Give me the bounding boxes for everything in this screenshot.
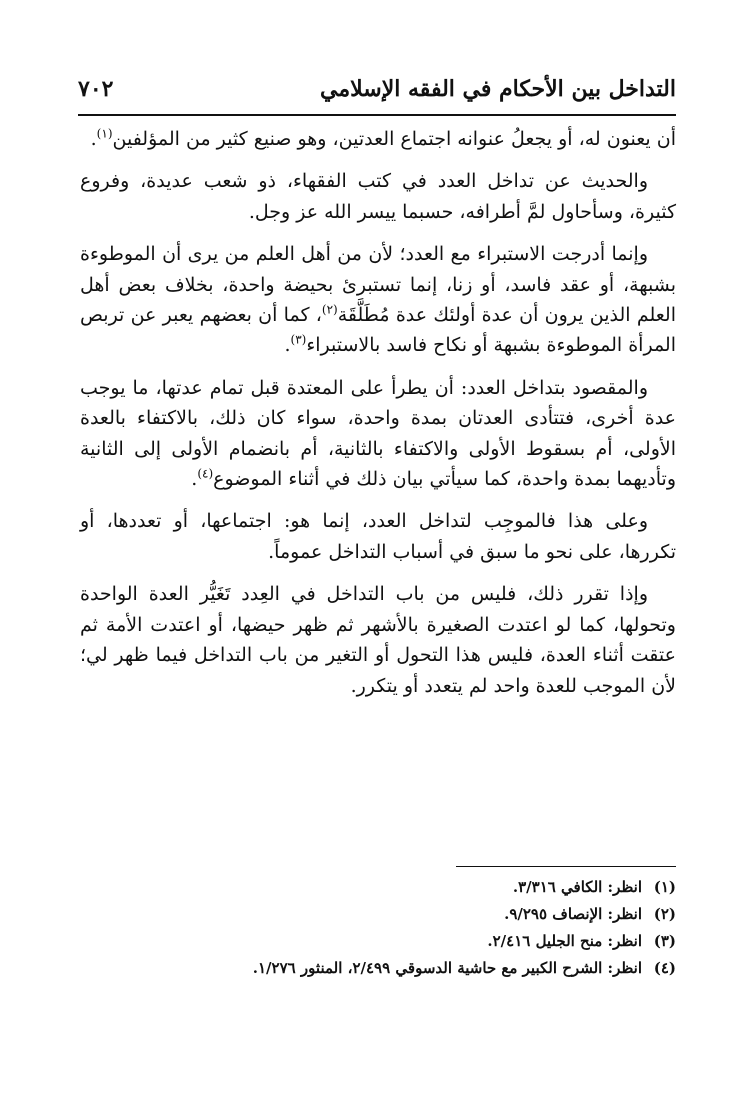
footnote (80, 874, 676, 901)
footnote-number: (٢) (653, 905, 676, 923)
paragraph: والحديث عن تداخل العدد في كتب الفقهاء، ذو شعب عديدة، وفروع كثيرة، وسأحاول لمَّ أطرافه، حسبما ييسر الله عز وجل. (80, 170, 676, 223)
footnote-number: (٣) (653, 932, 676, 950)
footnote-ref: (٢) (321, 302, 338, 317)
footnote-text: انظر: الإنصاف ٩/٢٩٥. (504, 905, 642, 923)
paragraph: أن يعنون له، أو يجعلُ عنوانه اجتماع العدتين، وهو صنيع كثير من المؤلفين$^{(١)}$. (90, 126, 676, 150)
header-rule (78, 114, 676, 116)
footnote (80, 928, 676, 955)
footnotes (80, 874, 676, 982)
footnote-ref: (٤) (197, 466, 214, 481)
footnote-ref: (٣) (290, 333, 307, 348)
footnote-text: انظر: الشرح الكبير مع حاشية الدسوقي ٢/٤٩٩، المنثور ١/٢٧٦. (252, 959, 642, 977)
footnote-ref: (١) (96, 126, 113, 141)
running-header (78, 72, 676, 108)
footnote-number: (١) (653, 878, 676, 896)
paragraph: وعلى هذا فالموجِب لتداخل العدد، إنما هو: اجتماعها، أو تعددها، أو تكررها، على نحو ما سبق في أسباب التداخل عموماً. (80, 510, 676, 563)
paragraph: وإنما أدرجت الاستبراء مع العدد؛ لأن من أهل العلم من يرى أن الموطوءة بشبهة، أو عقد فاسد، أو زنا، إنما تستبرئ بحيضة واحدة، بخلاف بعض أهل العلم الذين يرون أن عدة أولئك عدة مُطَلَّقَة$^{(٢)}$، كما أن بعضهم يعبر عن تربص المرأة الموطوءة بشبهة أو نكاح فاسد بالاستبراء$^{(٣)}$. (80, 243, 676, 357)
footnote-text: انظر: منح الجليل ٢/٤١٦. (487, 932, 642, 950)
paragraph: والمقصود بتداخل العدد: أن يطرأ على المعتدة قبل تمام عدتها، ما يوجب عدة أخرى، فتتأدى العدتان بمدة واحدة، سواء كان ذلك، بالاكتفاء بالعدة الأولى، أم بسقوط الأولى والاكتفاء بالثانية، أم بانضمام الأولى إلى الثانية وتأديهما بمدة واحدة، كما سيأتي بيان ذلك في أثناء الموضوع$^{(٤)}$. (80, 376, 676, 491)
body-text (80, 124, 676, 713)
footnote-separator (456, 866, 676, 867)
paragraph: وإذا تقرر ذلك، فليس من باب التداخل في العِدد تَغَيُّر العدة الواحدة وتحولها، كما لو اعتدت الصغيرة بالأشهر ثم ظهر حيضها، أو اعتدت الأمة ثم عتقت أثناء العدة، فليس هذا التحول أو التغير من باب التداخل فيما ظهر لي؛ لأن الموجب للعدة واحد لم يتعدد أو يتكرر. (80, 583, 676, 697)
footnote (80, 955, 676, 982)
page-number: ٧٠٢ (78, 76, 114, 102)
running-title: التداخل بين الأحكام في الفقه الإسلامي (320, 76, 676, 102)
footnote-text: انظر: الكافي ٣/٣١٦. (512, 878, 642, 896)
footnote (80, 901, 676, 928)
footnote-number: (٤) (653, 959, 676, 977)
